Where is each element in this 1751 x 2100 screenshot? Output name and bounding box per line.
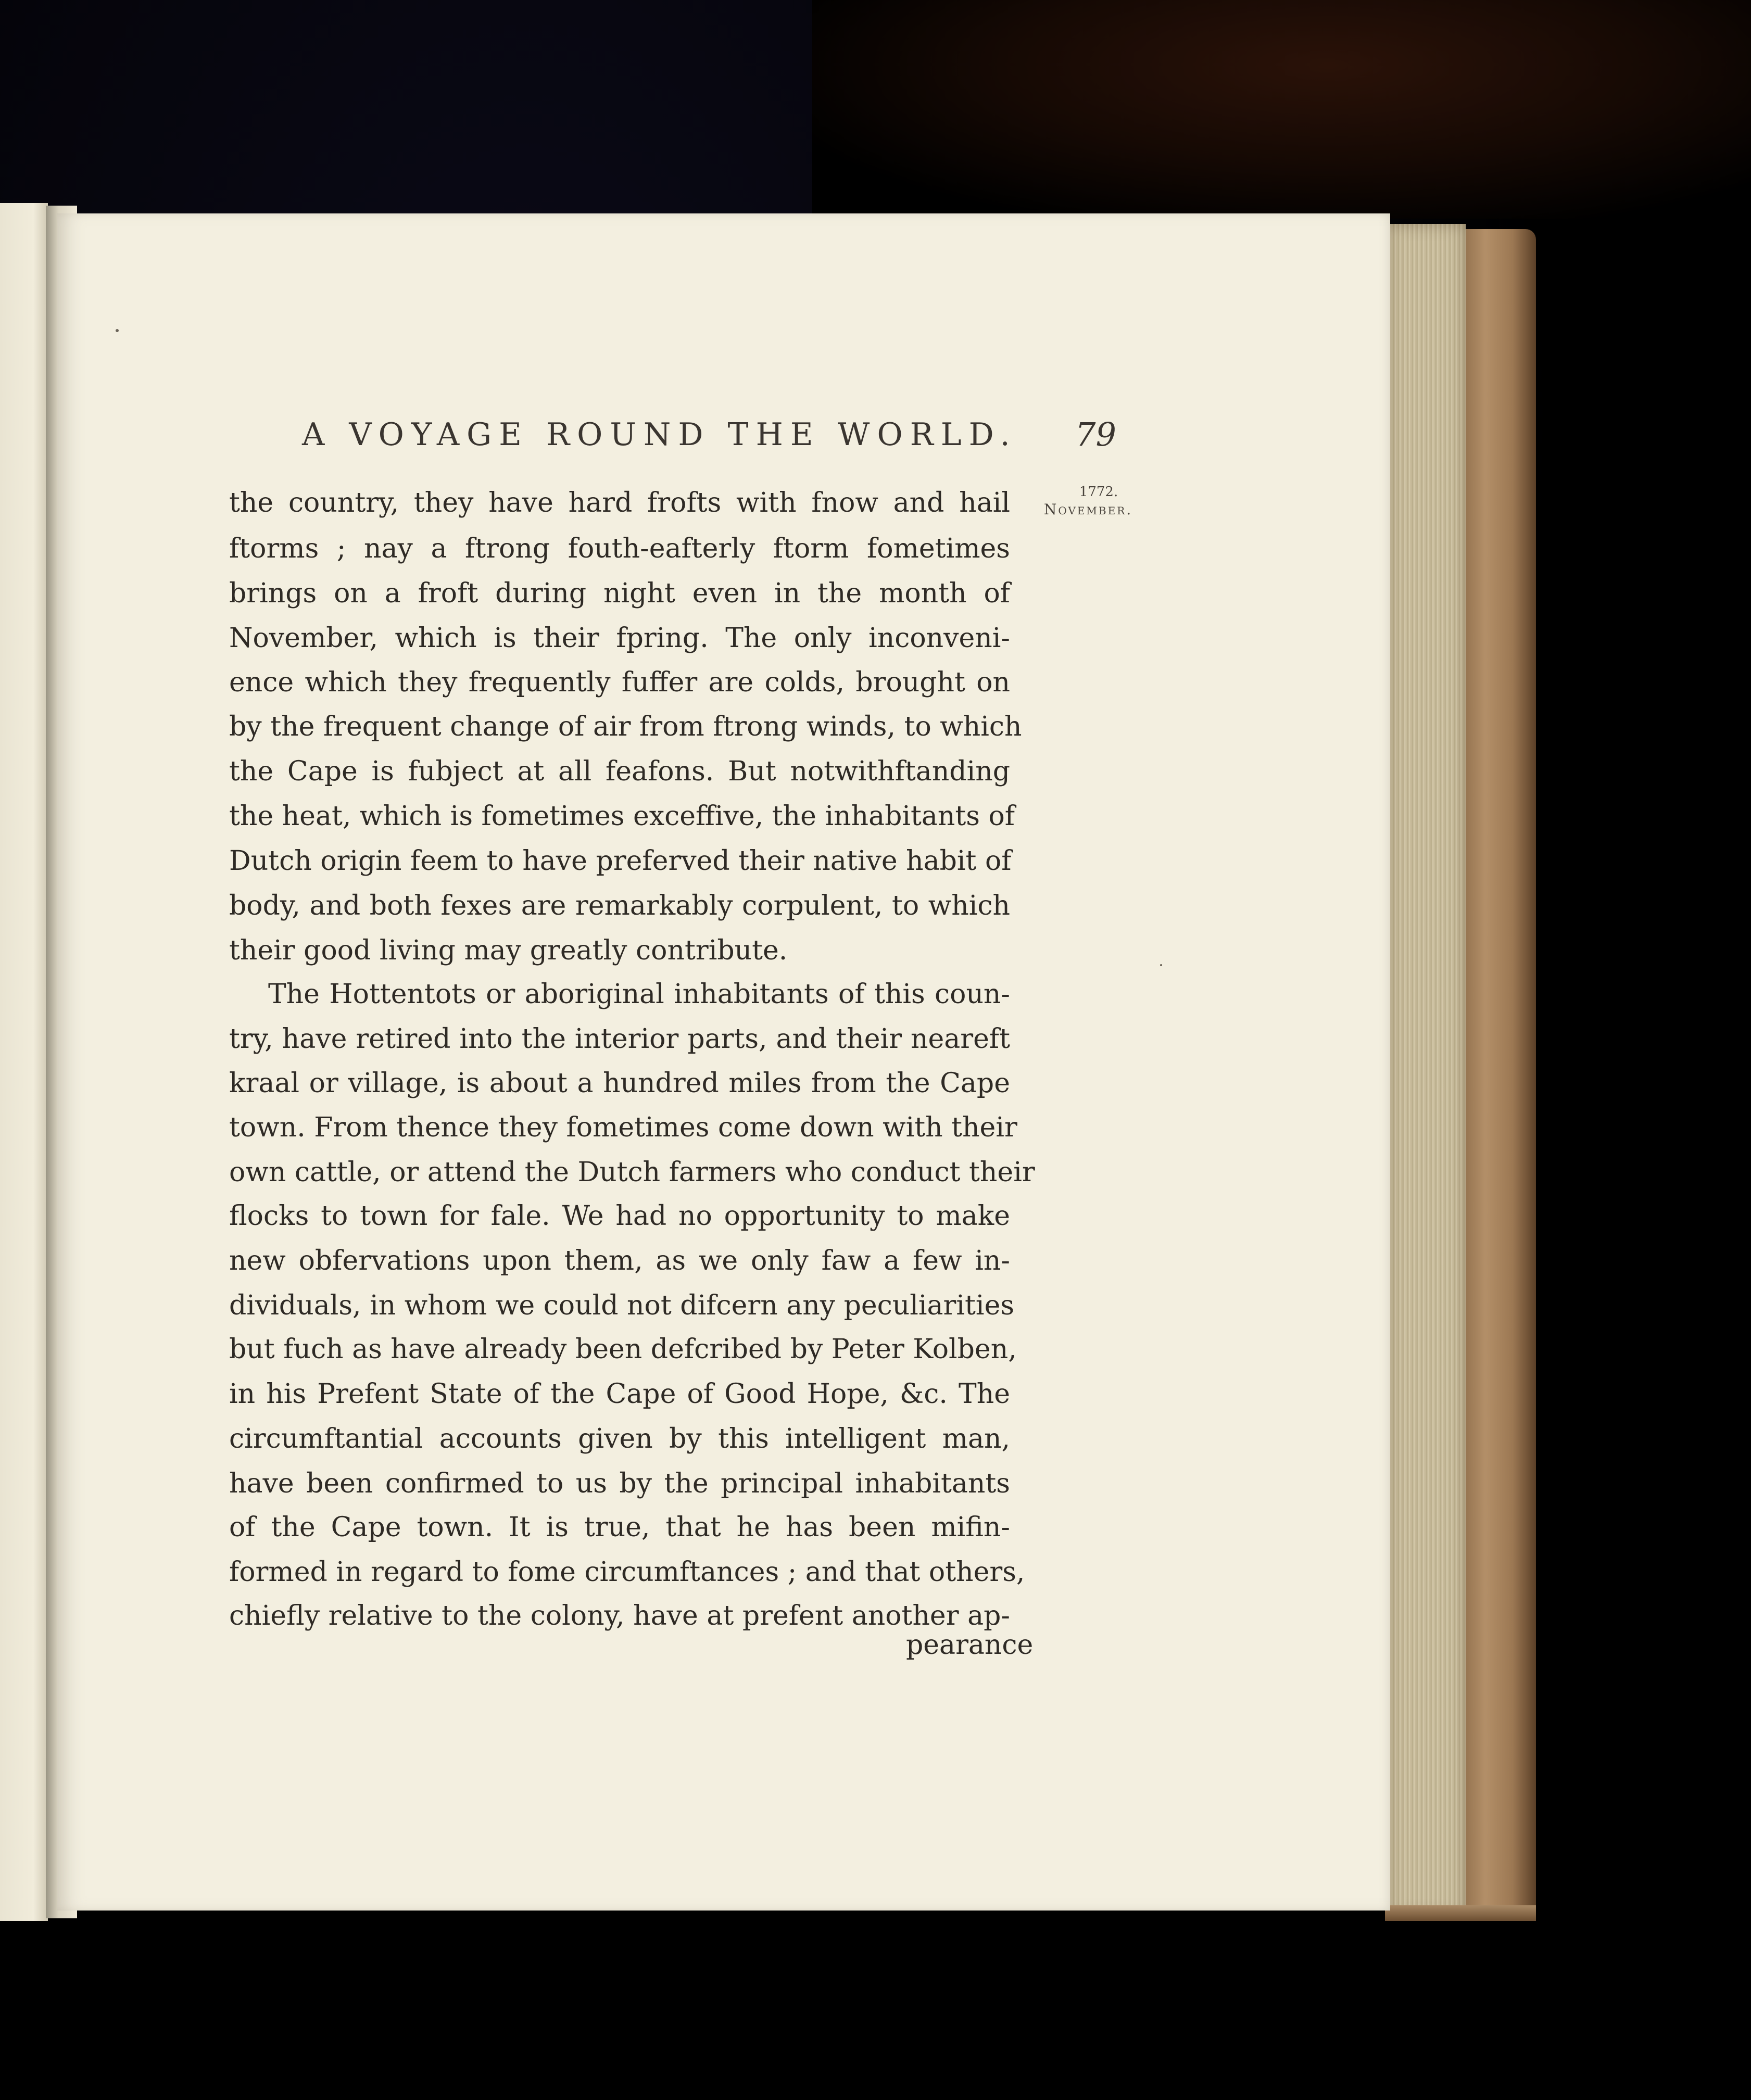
text-line: November, which is their fpring. The only inconveni- — [229, 623, 1010, 654]
catchword: pearance — [906, 1629, 1034, 1661]
text-line: ftorms ; nay a ftrong fouth-eafterly ftorm fometimes — [229, 533, 1010, 564]
text-line: of the Cape town. It is true, that he has been mifin- — [229, 1512, 1010, 1543]
text-line: brings on a froft during night even in the month of — [229, 578, 1010, 609]
running-head: A VOYAGE ROUND THE WORLD. — [302, 416, 1017, 453]
text-line: in his Prefent State of the Cape of Good Hope, &c. The — [229, 1378, 1010, 1410]
paper-speck — [116, 329, 119, 332]
text-line: by the frequent change of air from ftrong winds, to which — [229, 711, 1022, 742]
text-line: the heat, which is fometimes exceffive, the inhabitants of — [229, 801, 1015, 832]
page-number: 79 — [1075, 415, 1116, 453]
text-line: formed in regard to fome circumftances ; and that others, — [229, 1557, 1025, 1588]
paper-speck — [1160, 964, 1162, 966]
text-line: body, and both fexes are remarkably corpulent, to which — [229, 890, 1010, 921]
text-line: dividuals, in whom we could not difcern any peculiarities — [229, 1290, 1015, 1321]
left-page-edge — [0, 203, 48, 1921]
margin-note-year: 1772. — [1079, 484, 1118, 500]
text-line: try, have retired into the interior parts, and their neareft — [229, 1023, 1010, 1055]
page-block-edges — [1388, 224, 1466, 1916]
text-line: circumftantial accounts given by this intelligent man, — [229, 1423, 1010, 1454]
paragraph-first-line: The Hottentots or aboriginal inhabitants of this coun- — [268, 979, 1010, 1010]
text-line: own cattle, or attend the Dutch farmers who conduct their — [229, 1157, 1035, 1188]
text-line: but fuch as have already been defcribed by Peter Kolben, — [229, 1334, 1017, 1365]
text-line: the Cape is fubject at all feafons. But notwithftanding — [229, 756, 1010, 787]
text-line: kraal or village, is about a hundred miles from the Cape — [229, 1068, 1010, 1099]
background-shadow — [812, 0, 1751, 219]
text-line: town. From thence they fometimes come down with their — [229, 1112, 1017, 1143]
text-line: new obfervations upon them, as we only faw a few in- — [229, 1245, 1010, 1276]
margin-note-month: November. — [1043, 501, 1133, 518]
book-cover-bottom — [1385, 1905, 1536, 1921]
book-page — [57, 213, 1390, 1911]
text-line: chiefly relative to the colony, have at prefent another ap- — [229, 1600, 1010, 1631]
book-cover-edge — [1458, 229, 1536, 1916]
text-line: have been confirmed to us by the principal inhabitants — [229, 1468, 1010, 1499]
text-line: ence which they frequently fuffer are colds, brought on — [229, 667, 1010, 698]
text-line: Dutch origin feem to have preferved their native habit of — [229, 845, 1012, 877]
text-line: their good living may greatly contribute. — [229, 935, 788, 966]
text-line: the country, they have hard frofts with fnow and hail — [229, 487, 1010, 518]
text-line: flocks to town for fale. We had no opportunity to make — [229, 1200, 1010, 1232]
